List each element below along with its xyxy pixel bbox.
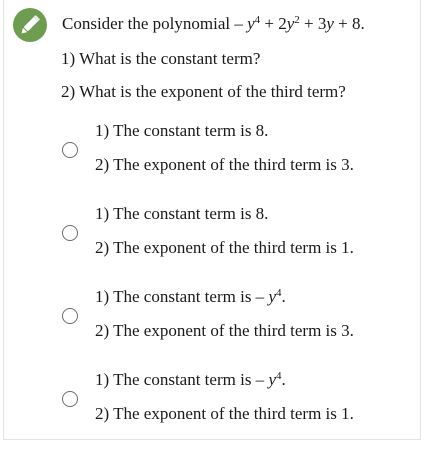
question-intro: Consider the polynomial – $y^4 + 2y^2 + 3y + 8$.: [62, 14, 365, 33]
radio-button-option-3[interactable]: [62, 308, 78, 324]
radio-button-option-4[interactable]: [62, 391, 78, 407]
option-2-line-2: 2) The exponent of the third term is 1.: [95, 238, 354, 257]
question-card: [3, 0, 421, 440]
question-part-1: 1) What is the constant term?: [61, 49, 261, 68]
radio-button-option-1[interactable]: [62, 142, 78, 158]
pencil-icon: [13, 8, 47, 42]
option-1-line-2: 2) The exponent of the third term is 3.: [95, 155, 354, 174]
option-1-line-1: 1) The constant term is 8.: [95, 121, 269, 140]
question-part-2: 2) What is the exponent of the third term?: [61, 82, 346, 101]
option-3-line-1: 1) The constant term is – $y^4$.: [95, 287, 286, 306]
option-2-line-1: 1) The constant term is 8.: [95, 204, 269, 223]
option-4-line-2: 2) The exponent of the third term is 1.: [95, 404, 354, 423]
edit-badge: [13, 8, 47, 42]
option-4-line-1: 1) The constant term is – $y^4$.: [95, 370, 286, 389]
radio-button-option-2[interactable]: [62, 225, 78, 241]
option-3-line-2: 2) The exponent of the third term is 3.: [95, 321, 354, 340]
